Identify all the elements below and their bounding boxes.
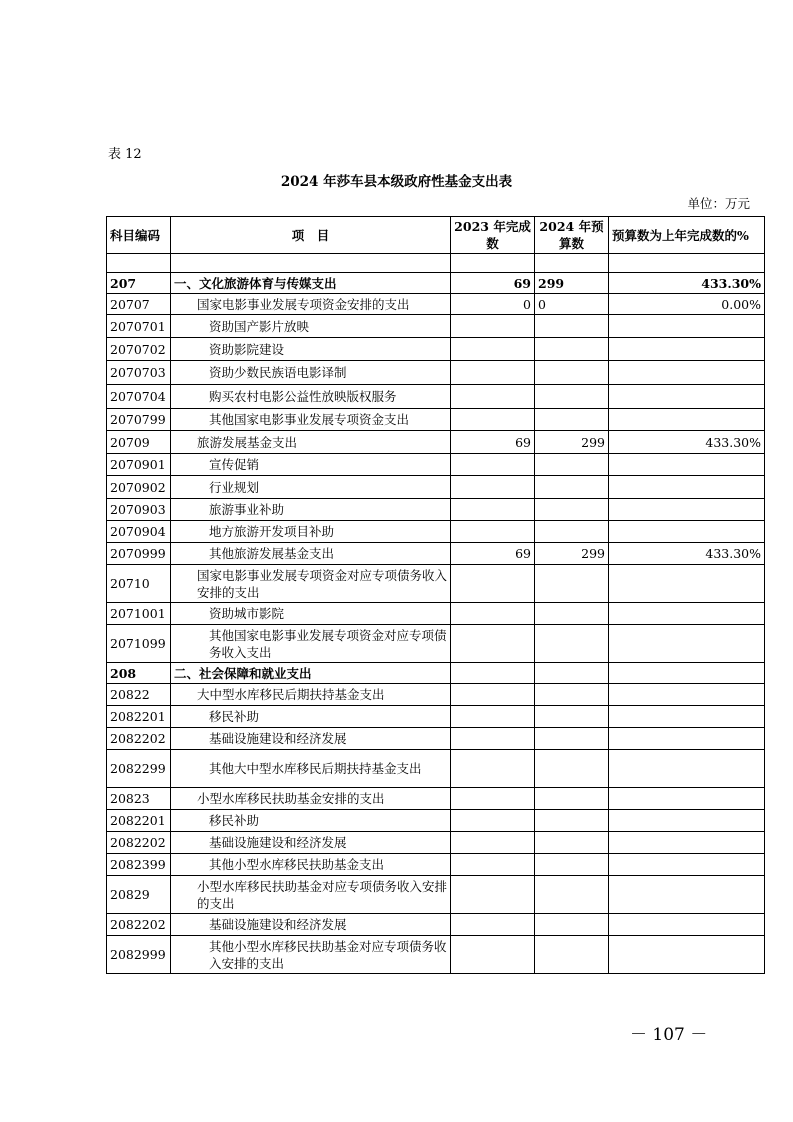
cell-pct bbox=[609, 750, 765, 788]
cell-2024 bbox=[535, 385, 609, 409]
cell-pct bbox=[609, 625, 765, 663]
spacer-cell bbox=[171, 254, 451, 273]
cell-pct bbox=[609, 810, 765, 832]
table-row bbox=[107, 499, 765, 521]
cell-pct bbox=[609, 338, 765, 361]
table-row bbox=[107, 338, 765, 361]
table-row bbox=[107, 854, 765, 876]
cell-item: 地方旅游开发项目补助 bbox=[171, 521, 451, 543]
cell-2024 bbox=[535, 409, 609, 431]
table-row bbox=[107, 361, 765, 385]
cell-2024 bbox=[535, 936, 609, 974]
cell-2024: 299 bbox=[535, 543, 609, 565]
table-row bbox=[107, 876, 765, 914]
cell-2023 bbox=[451, 603, 535, 625]
cell-item: 资助影院建设 bbox=[171, 338, 451, 361]
header-2024: 2024 年预算数 bbox=[535, 217, 609, 254]
cell-code: 20709 bbox=[107, 431, 171, 454]
cell-2024 bbox=[535, 832, 609, 854]
cell-pct bbox=[609, 876, 765, 914]
cell-code: 20710 bbox=[107, 565, 171, 603]
cell-pct: 433.30% bbox=[609, 273, 765, 294]
cell-code: 20829 bbox=[107, 876, 171, 914]
cell-item: 资助少数民族语电影译制 bbox=[171, 361, 451, 385]
cell-code: 2082202 bbox=[107, 914, 171, 936]
cell-pct bbox=[609, 315, 765, 338]
cell-item: 其他小型水库移民扶助基金支出 bbox=[171, 854, 451, 876]
cell-2023 bbox=[451, 936, 535, 974]
table-row bbox=[107, 728, 765, 750]
cell-pct bbox=[609, 936, 765, 974]
cell-2024 bbox=[535, 854, 609, 876]
cell-item: 大中型水库移民后期扶持基金支出 bbox=[171, 684, 451, 706]
cell-2023 bbox=[451, 625, 535, 663]
cell-item: 其他旅游发展基金支出 bbox=[171, 543, 451, 565]
table-row bbox=[107, 663, 765, 684]
cell-2024: 299 bbox=[535, 431, 609, 454]
fund-expenditure-table bbox=[106, 216, 765, 974]
cell-item: 基础设施建设和经济发展 bbox=[171, 728, 451, 750]
cell-pct bbox=[609, 603, 765, 625]
cell-2023 bbox=[451, 706, 535, 728]
cell-2024 bbox=[535, 454, 609, 476]
cell-code: 2070799 bbox=[107, 409, 171, 431]
cell-pct bbox=[609, 728, 765, 750]
table-row bbox=[107, 409, 765, 431]
table-row bbox=[107, 788, 765, 810]
cell-pct bbox=[609, 706, 765, 728]
cell-pct bbox=[609, 385, 765, 409]
cell-pct bbox=[609, 454, 765, 476]
cell-item: 旅游发展基金支出 bbox=[171, 431, 451, 454]
cell-code: 2070701 bbox=[107, 315, 171, 338]
cell-code: 2070903 bbox=[107, 499, 171, 521]
cell-2024 bbox=[535, 706, 609, 728]
header-pct: 预算数为上年完成数的% bbox=[609, 217, 765, 254]
cell-2023 bbox=[451, 361, 535, 385]
cell-2023 bbox=[451, 750, 535, 788]
cell-pct bbox=[609, 521, 765, 543]
table-row bbox=[107, 684, 765, 706]
cell-item: 一、文化旅游体育与传媒支出 bbox=[171, 273, 451, 294]
cell-item: 国家电影事业发展专项资金安排的支出 bbox=[171, 294, 451, 315]
table-row bbox=[107, 294, 765, 315]
cell-2024 bbox=[535, 876, 609, 914]
table-body bbox=[107, 273, 765, 974]
cell-2024 bbox=[535, 684, 609, 706]
cell-code: 207 bbox=[107, 273, 171, 294]
cell-code: 2070703 bbox=[107, 361, 171, 385]
cell-code: 208 bbox=[107, 663, 171, 684]
cell-pct bbox=[609, 788, 765, 810]
cell-pct bbox=[609, 499, 765, 521]
cell-2023: 69 bbox=[451, 543, 535, 565]
unit-label: 单位：万元 bbox=[687, 196, 750, 211]
cell-item: 移民补助 bbox=[171, 810, 451, 832]
cell-item: 其他国家电影事业发展专项资金支出 bbox=[171, 409, 451, 431]
table-row bbox=[107, 750, 765, 788]
cell-2023 bbox=[451, 810, 535, 832]
cell-2023 bbox=[451, 385, 535, 409]
cell-2023 bbox=[451, 914, 535, 936]
page-number: － 107 － bbox=[630, 1025, 708, 1045]
header-code: 科目编码 bbox=[107, 217, 171, 254]
cell-2023 bbox=[451, 876, 535, 914]
table-row bbox=[107, 476, 765, 499]
cell-pct: 0.00% bbox=[609, 294, 765, 315]
cell-2023 bbox=[451, 499, 535, 521]
cell-2023 bbox=[451, 663, 535, 684]
cell-code: 2070901 bbox=[107, 454, 171, 476]
cell-code: 2070902 bbox=[107, 476, 171, 499]
spacer-cell bbox=[609, 254, 765, 273]
header-row bbox=[107, 217, 765, 254]
table-row bbox=[107, 936, 765, 974]
cell-item: 资助城市影院 bbox=[171, 603, 451, 625]
cell-item: 购买农村电影公益性放映版权服务 bbox=[171, 385, 451, 409]
cell-code: 2082202 bbox=[107, 728, 171, 750]
cell-2024 bbox=[535, 728, 609, 750]
cell-2024 bbox=[535, 810, 609, 832]
spacer-cell bbox=[451, 254, 535, 273]
cell-pct bbox=[609, 476, 765, 499]
cell-pct: 433.30% bbox=[609, 543, 765, 565]
spacer-cell bbox=[107, 254, 171, 273]
table-row bbox=[107, 385, 765, 409]
cell-item: 其他大中型水库移民后期扶持基金支出 bbox=[171, 750, 451, 788]
table-row bbox=[107, 315, 765, 338]
cell-code: 2070702 bbox=[107, 338, 171, 361]
cell-code: 2070704 bbox=[107, 385, 171, 409]
cell-item: 其他国家电影事业发展专项资金对应专项债务收入支出 bbox=[171, 625, 451, 663]
cell-code: 2070904 bbox=[107, 521, 171, 543]
cell-code: 2082399 bbox=[107, 854, 171, 876]
cell-2024: 0 bbox=[535, 294, 609, 315]
cell-2023 bbox=[451, 854, 535, 876]
cell-2023 bbox=[451, 565, 535, 603]
cell-2023: 0 bbox=[451, 294, 535, 315]
cell-code: 2082201 bbox=[107, 810, 171, 832]
spacer-row bbox=[107, 254, 765, 273]
header-2023: 2023 年完成数 bbox=[451, 217, 535, 254]
document-title: 2024 年莎车县本级政府性基金支出表 bbox=[280, 174, 513, 190]
cell-2024 bbox=[535, 625, 609, 663]
cell-item: 移民补助 bbox=[171, 706, 451, 728]
cell-2024 bbox=[535, 361, 609, 385]
cell-2023 bbox=[451, 684, 535, 706]
cell-2024 bbox=[535, 750, 609, 788]
cell-code: 2082201 bbox=[107, 706, 171, 728]
cell-2024 bbox=[535, 603, 609, 625]
cell-2024 bbox=[535, 499, 609, 521]
cell-code: 2070999 bbox=[107, 543, 171, 565]
table-row bbox=[107, 603, 765, 625]
cell-2023 bbox=[451, 788, 535, 810]
cell-2023 bbox=[451, 454, 535, 476]
cell-2023 bbox=[451, 338, 535, 361]
cell-item: 基础设施建设和经济发展 bbox=[171, 914, 451, 936]
cell-2024 bbox=[535, 521, 609, 543]
table-row bbox=[107, 521, 765, 543]
cell-item: 资助国产影片放映 bbox=[171, 315, 451, 338]
table-row bbox=[107, 914, 765, 936]
cell-2023 bbox=[451, 521, 535, 543]
cell-2024 bbox=[535, 788, 609, 810]
cell-pct bbox=[609, 854, 765, 876]
cell-2024 bbox=[535, 338, 609, 361]
cell-2024 bbox=[535, 914, 609, 936]
table-row bbox=[107, 810, 765, 832]
cell-item: 宣传促销 bbox=[171, 454, 451, 476]
cell-pct bbox=[609, 684, 765, 706]
cell-pct bbox=[609, 361, 765, 385]
cell-item: 国家电影事业发展专项资金对应专项债务收入安排的支出 bbox=[171, 565, 451, 603]
cell-pct bbox=[609, 914, 765, 936]
cell-item: 其他小型水库移民扶助基金对应专项债务收入安排的支出 bbox=[171, 936, 451, 974]
cell-item: 旅游事业补助 bbox=[171, 499, 451, 521]
cell-pct bbox=[609, 832, 765, 854]
cell-2023: 69 bbox=[451, 431, 535, 454]
cell-code: 2082202 bbox=[107, 832, 171, 854]
cell-2024: 299 bbox=[535, 273, 609, 294]
table-row bbox=[107, 565, 765, 603]
cell-code: 2082299 bbox=[107, 750, 171, 788]
cell-2024 bbox=[535, 315, 609, 338]
table-row bbox=[107, 625, 765, 663]
cell-2024 bbox=[535, 476, 609, 499]
cell-2023 bbox=[451, 832, 535, 854]
table-row bbox=[107, 431, 765, 454]
cell-item: 基础设施建设和经济发展 bbox=[171, 832, 451, 854]
cell-item: 二、社会保障和就业支出 bbox=[171, 663, 451, 684]
cell-code: 20707 bbox=[107, 294, 171, 315]
cell-2023 bbox=[451, 315, 535, 338]
cell-2023 bbox=[451, 728, 535, 750]
spacer-cell bbox=[535, 254, 609, 273]
cell-code: 2071001 bbox=[107, 603, 171, 625]
cell-code: 2071099 bbox=[107, 625, 171, 663]
header-item: 项 目 bbox=[171, 217, 451, 254]
cell-code: 20822 bbox=[107, 684, 171, 706]
cell-code: 20823 bbox=[107, 788, 171, 810]
cell-item: 小型水库移民扶助基金对应专项债务收入安排的支出 bbox=[171, 876, 451, 914]
cell-pct bbox=[609, 663, 765, 684]
cell-2024 bbox=[535, 565, 609, 603]
table-row bbox=[107, 543, 765, 565]
cell-2024 bbox=[535, 663, 609, 684]
cell-pct bbox=[609, 565, 765, 603]
cell-2023 bbox=[451, 476, 535, 499]
table-row bbox=[107, 832, 765, 854]
cell-code: 2082999 bbox=[107, 936, 171, 974]
table-row bbox=[107, 706, 765, 728]
cell-item: 行业规划 bbox=[171, 476, 451, 499]
cell-pct bbox=[609, 409, 765, 431]
table-label: 表 12 bbox=[108, 147, 142, 162]
table-row bbox=[107, 273, 765, 294]
cell-item: 小型水库移民扶助基金安排的支出 bbox=[171, 788, 451, 810]
cell-2023: 69 bbox=[451, 273, 535, 294]
cell-pct: 433.30% bbox=[609, 431, 765, 454]
cell-2023 bbox=[451, 409, 535, 431]
table-row bbox=[107, 454, 765, 476]
